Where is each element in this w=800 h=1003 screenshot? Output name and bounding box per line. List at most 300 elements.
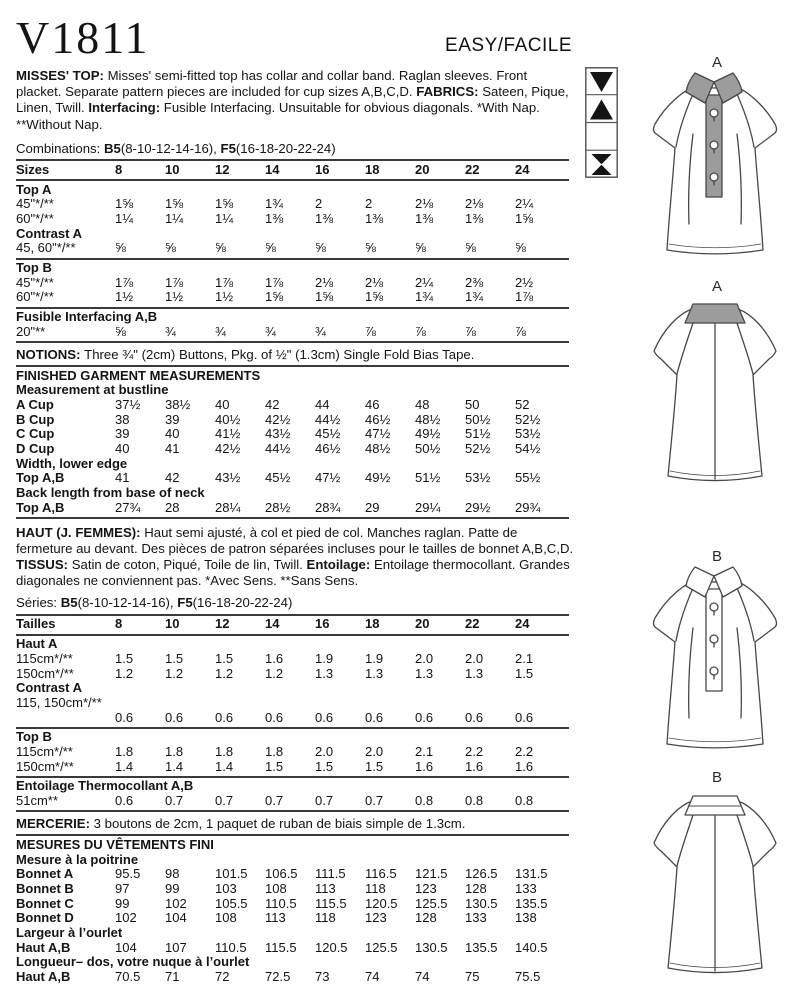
row-label: 51cm**: [16, 793, 58, 809]
cell-value: 2⅜: [465, 274, 484, 290]
cell-value: 130.5: [415, 939, 448, 955]
cell-value: 98: [165, 866, 180, 882]
cell-value: 24: [515, 616, 530, 632]
cell-value: 1.4: [215, 758, 234, 774]
table-row: [16, 760, 569, 775]
series-f5-sizes: (16-18-20-22-24): [192, 595, 293, 611]
table-row: [16, 926, 569, 941]
row-label: Longueur– dos, votre nuque à l’ourlet: [16, 954, 250, 970]
difficulty-label: EASY/FACILE: [445, 35, 572, 56]
cell-value: 128: [465, 880, 487, 896]
cell-value: 2: [365, 196, 373, 212]
cell-value: 48½: [415, 411, 441, 427]
cell-value: 2.0: [365, 744, 384, 760]
cell-value: 123: [415, 880, 437, 896]
table-row: [16, 853, 569, 868]
yardage-table-imperial: [16, 159, 569, 519]
row-label: Contrast A: [16, 680, 82, 696]
cell-value: ⅝: [365, 240, 376, 256]
cell-value: 1½: [215, 289, 234, 305]
cell-value: 1.3: [415, 665, 434, 681]
table-row: [16, 637, 569, 652]
cell-value: 102: [115, 910, 137, 926]
row-label: Measurement at bustline: [16, 382, 169, 398]
table-row: [16, 955, 569, 970]
row-label: Mesure à la poitrine: [16, 851, 139, 867]
desc-en-label-fabrics: FABRICS:: [416, 84, 483, 100]
cell-value: 1⅝: [215, 196, 234, 212]
table-row: [16, 970, 569, 985]
row-label: 45, 60"*/**: [16, 240, 76, 256]
desc-fr-text-2: Satin de coton, Piqué, Toile de lin, Twill.: [71, 556, 307, 572]
table-row: [16, 696, 569, 711]
cell-value: 40: [165, 426, 180, 442]
cell-value: 71: [165, 969, 180, 985]
cell-value: 0.7: [265, 793, 284, 809]
cell-value: 2.0: [315, 744, 334, 760]
cell-value: 52½: [465, 441, 491, 457]
cell-value: 42½: [215, 441, 241, 457]
table-row: [16, 501, 569, 516]
table-row: [16, 681, 569, 696]
cell-value: 133: [515, 880, 537, 896]
row-label: D Cup: [16, 441, 55, 457]
cell-value: 110.5: [265, 895, 297, 911]
cell-value: 20: [415, 161, 430, 177]
table-rule: [16, 727, 569, 729]
cell-value: 1.2: [165, 665, 184, 681]
table-row: [16, 183, 569, 198]
cell-value: 1.6: [515, 758, 534, 774]
cell-value: 2: [315, 196, 323, 212]
cell-value: 75.5: [515, 969, 541, 985]
cell-value: 51½: [465, 426, 491, 442]
cell-value: 53½: [465, 470, 491, 486]
cell-value: 47½: [365, 426, 391, 442]
cell-value: 18: [365, 161, 380, 177]
cell-value: 72: [215, 969, 230, 985]
cell-value: 1⅝: [115, 196, 134, 212]
cell-value: 1⅜: [465, 210, 484, 226]
cell-value: 1¾: [265, 196, 284, 212]
row-label: Sizes: [16, 161, 50, 177]
table-rule: [16, 517, 569, 519]
cell-value: 2.0: [415, 650, 434, 666]
cell-value: ⅝: [465, 240, 476, 256]
cell-value: 108: [215, 910, 237, 926]
cell-value: 44½: [265, 441, 291, 457]
row-label: 60"*/**: [16, 210, 54, 226]
desc-en-text-3: Fusible Interfacing. Unsuitable for obvious diagonals. *With Nap. **Without Nap.: [16, 100, 540, 132]
cell-value: 1⅝: [365, 289, 384, 305]
cell-value: 133: [465, 910, 487, 926]
cell-value: 1⅝: [315, 289, 334, 305]
cell-value: 111.5: [315, 866, 346, 882]
cell-value: 104: [115, 939, 137, 955]
table-row: [16, 486, 569, 501]
cell-value: 1⅝: [515, 210, 534, 226]
cell-value: 12: [215, 616, 230, 632]
view-label-back-b: B: [712, 769, 723, 786]
desc-fr-text-1: Haut semi ajusté, à col et pied de col. Manches raglan. Patte de fermeture au devant. Des pièces de patron séparées incluses pour le tailles de bonnet A,B,C,D.: [16, 524, 574, 556]
row-label: B Cup: [16, 411, 55, 427]
button-icon: [710, 603, 718, 611]
cell-value: 1⅝: [265, 289, 284, 305]
description-english: [16, 68, 576, 133]
table-row: [16, 290, 569, 305]
table-rule: [16, 810, 569, 812]
cell-value: 40½: [215, 411, 241, 427]
table-row: [16, 442, 569, 457]
cell-value: 1¾: [415, 289, 434, 305]
cell-value: 135.5: [515, 895, 548, 911]
row-label: Haut A,B: [16, 969, 71, 985]
cell-value: 128: [415, 910, 437, 926]
table-row: [16, 838, 569, 853]
cell-value: 28½: [265, 499, 291, 515]
cell-value: 116.5: [365, 866, 397, 882]
collar-band-a: [685, 304, 745, 323]
cell-value: 1.8: [215, 744, 234, 760]
table-row: [16, 617, 569, 632]
desc-fr-label-tissus: TISSUS:: [16, 556, 72, 572]
cell-value: 1.3: [365, 665, 384, 681]
desc-fr-text-3: Entoilage thermocollant. Grandes diagonales ne conviennent pas. *Avec Sens. **Sans Sens.: [16, 556, 570, 589]
cell-value: 1.2: [265, 665, 284, 681]
row-label: Bonnet C: [16, 895, 74, 911]
cell-value: 105.5: [215, 895, 248, 911]
table-rule: [16, 365, 569, 367]
cell-value: 40: [215, 396, 230, 412]
pattern-number: V1811: [16, 12, 150, 64]
cell-value: 46½: [315, 441, 341, 457]
view-label-back-a: A: [712, 278, 723, 295]
row-label: 115cm*/**: [16, 650, 73, 666]
button-icon: [710, 635, 718, 643]
row-label: 150cm*/**: [16, 758, 74, 774]
cell-value: 1⅞: [515, 289, 534, 305]
cell-value: ⅝: [515, 240, 526, 256]
cell-value: 28¾: [315, 499, 341, 515]
table-row: [16, 261, 569, 276]
cell-value: 0.6: [415, 709, 434, 725]
cell-value: ⅝: [315, 240, 326, 256]
yardage-table-metric: [16, 614, 569, 985]
cell-value: 38½: [165, 396, 191, 412]
cell-value: 131.5: [515, 866, 548, 882]
cell-value: 44½: [315, 411, 341, 427]
table-row: [16, 730, 569, 745]
combination-f5: F5: [220, 140, 236, 156]
desc-en-text-2: Sateen, Pique, Linen, Twill.: [16, 84, 569, 116]
cell-value: 45½: [315, 426, 341, 442]
cell-value: 1⅞: [165, 274, 184, 290]
cell-value: 2.0: [465, 650, 484, 666]
cell-value: 29: [365, 499, 380, 515]
cell-value: 74: [415, 969, 430, 985]
cell-value: 140.5: [515, 939, 548, 955]
cell-value: 8: [115, 616, 123, 632]
cell-value: 135.5: [465, 939, 498, 955]
cell-value: 43½: [265, 426, 291, 442]
cell-value: 1.5: [515, 665, 534, 681]
cell-value: 18: [365, 616, 380, 632]
cell-value: ⅝: [215, 240, 226, 256]
cell-value: 118: [315, 910, 336, 926]
combination-b5-sizes: (8-10-12-14-16),: [120, 140, 221, 156]
row-label: Haut A,B: [16, 939, 71, 955]
table-row: [16, 745, 569, 760]
cell-value: 49½: [415, 426, 441, 442]
cell-value: 10: [165, 616, 180, 632]
row-label: 20"**: [16, 323, 46, 339]
button-icon: [710, 109, 718, 117]
table-row: [16, 241, 569, 256]
cell-value: 2¼: [415, 274, 434, 290]
cell-value: 1⅝: [165, 196, 184, 212]
table-row: [16, 471, 569, 486]
cell-value: 107: [165, 939, 187, 955]
cell-value: 1.3: [465, 665, 484, 681]
row-label: 115cm*/**: [16, 744, 73, 760]
cell-value: 52: [515, 396, 530, 412]
table-row: [16, 369, 569, 384]
table-row: [16, 197, 569, 212]
cell-value: 0.6: [365, 709, 384, 725]
cell-value: 29¼: [415, 499, 441, 515]
cell-value: 0.7: [365, 793, 384, 809]
cell-value: 42: [265, 396, 280, 412]
table-rule: [16, 614, 569, 616]
row-label: Top A,B: [16, 470, 65, 486]
table-rule: [16, 258, 569, 260]
cell-value: 1¼: [215, 210, 234, 226]
series-b5-sizes: (8-10-12-14-16),: [77, 595, 178, 611]
cell-value: 2.1: [415, 744, 434, 760]
cell-value: 39: [115, 426, 130, 442]
table-row: [16, 941, 569, 956]
series-prefix: Séries:: [16, 595, 61, 611]
cell-value: ⅞: [515, 323, 526, 339]
cell-value: 110.5: [215, 939, 247, 955]
row-label: Contrast A: [16, 225, 82, 241]
cell-value: 28¼: [215, 499, 241, 515]
cell-value: 42½: [265, 411, 291, 427]
table-row: [16, 310, 569, 325]
cell-value: 106.5: [265, 866, 298, 882]
desc-en-label-interfacing: Interfacing:: [88, 100, 164, 116]
cell-value: 125.5: [365, 939, 398, 955]
cell-value: 0.8: [465, 793, 484, 809]
cell-value: 130.5: [465, 895, 498, 911]
cell-value: 115.5: [265, 939, 297, 955]
series-f5: F5: [177, 595, 193, 611]
cell-value: 1.5: [265, 758, 284, 774]
cell-value: 50: [465, 396, 480, 412]
cell-value: 29½: [465, 499, 491, 515]
cell-value: 0.7: [215, 793, 234, 809]
row-label: [16, 711, 115, 726]
row-label: Back length from base of neck: [16, 485, 205, 501]
cell-value: 43½: [215, 470, 241, 486]
series-b5: B5: [60, 595, 78, 611]
cell-value: 121.5: [415, 866, 448, 882]
cell-value: 0.6: [165, 709, 184, 725]
cell-value: 27¾: [115, 499, 141, 515]
cell-value: 120.5: [315, 939, 348, 955]
cell-value: ¾: [215, 323, 226, 339]
cell-value: 1⅞: [115, 274, 134, 290]
row-label: Bonnet D: [16, 910, 74, 926]
cell-value: 1.9: [315, 650, 334, 666]
cell-value: 1½: [165, 289, 184, 305]
row-label: Fusible Interfacing A,B: [16, 309, 158, 325]
cell-value: 46½: [365, 411, 391, 427]
cell-value: 73: [315, 969, 330, 985]
cell-value: 48½: [365, 441, 391, 457]
nap-symbols-icon: [585, 67, 618, 178]
cell-value: 41: [115, 470, 130, 486]
cell-value: 50½: [415, 441, 441, 457]
cell-value: 1¼: [165, 210, 184, 226]
row-label: Bonnet B: [16, 880, 74, 896]
combination-b5: B5: [103, 140, 121, 156]
cell-value: 1.5: [115, 650, 134, 666]
combination-f5-sizes: (16-18-20-22-24): [235, 140, 336, 156]
cell-value: 1.6: [465, 758, 484, 774]
cell-value: 22: [465, 161, 480, 177]
desc-en-text-1: Misses' semi-fitted top has collar and collar band. Raglan sleeves. Front placket. Separate pattern pieces are included for cup sizes A,B,C,D.: [16, 68, 528, 100]
cell-value: 44: [315, 396, 330, 412]
garment-back-a: [646, 296, 784, 496]
cell-value: 47½: [315, 470, 341, 486]
cell-value: 1.2: [215, 665, 234, 681]
cell-value: 0.7: [315, 793, 334, 809]
cell-value: 42: [165, 470, 180, 486]
cell-value: 48: [415, 396, 430, 412]
cell-value: 2.1: [515, 650, 534, 666]
cell-value: ⅞: [465, 323, 476, 339]
series-line: [16, 595, 572, 610]
cell-value: 8: [115, 161, 123, 177]
table-row: [16, 794, 569, 809]
row-label: Top B: [16, 729, 52, 745]
cell-value: 39: [165, 411, 180, 427]
cell-value: 118: [365, 880, 386, 896]
cell-value: 52½: [515, 411, 541, 427]
combinations-prefix: Combinations:: [16, 140, 104, 156]
table-rule: [16, 341, 569, 343]
cell-value: 123: [365, 910, 387, 926]
desc-fr-label-haut: HAUT (J. FEMMES):: [16, 524, 145, 540]
cell-value: 51½: [415, 470, 441, 486]
cell-value: 38: [115, 411, 130, 427]
cell-value: 126.5: [465, 866, 498, 882]
table-row: [16, 911, 569, 926]
cell-value: ⅝: [415, 240, 426, 256]
cell-value: 41: [165, 441, 180, 457]
desc-en-label-top: MISSES' TOP:: [16, 68, 108, 83]
cell-value: 1⅜: [365, 210, 384, 226]
table-row: [16, 711, 569, 726]
cell-value: 53½: [515, 426, 541, 442]
cell-value: 115.5: [315, 895, 347, 911]
row-label: MESURES DU VÊTEMENTS FINI: [16, 836, 214, 852]
row-label: Top B: [16, 260, 52, 276]
desc-fr-label-entoilage: Entoilage:: [306, 556, 374, 572]
cell-value: 50½: [465, 411, 491, 427]
cell-value: 14: [265, 616, 280, 632]
table-note: MERCERIE: 3 boutons de 2cm, 1 paquet de ruban de biais simple de 1.3cm.: [16, 815, 466, 831]
cell-value: 20: [415, 616, 430, 632]
cell-value: 2⅛: [365, 274, 384, 290]
cell-value: 75: [465, 969, 480, 985]
cell-value: 99: [115, 895, 130, 911]
cell-value: ¾: [165, 323, 176, 339]
view-label-front-b: B: [712, 548, 723, 565]
row-label: Top A: [16, 181, 52, 197]
cell-value: 1½: [115, 289, 134, 305]
table-row: [16, 227, 569, 242]
cell-value: 74: [365, 969, 380, 985]
garment-back-b: [646, 788, 784, 988]
cell-value: 1.8: [115, 744, 134, 760]
cell-value: 1.5: [165, 650, 184, 666]
cell-value: 55½: [515, 470, 541, 486]
cell-value: 0.6: [515, 709, 534, 725]
table-row: [16, 779, 569, 794]
table-row: [16, 398, 569, 413]
table-row: [16, 325, 569, 340]
cell-value: 0.7: [165, 793, 184, 809]
cell-value: 1¾: [465, 289, 484, 305]
description-french: [16, 525, 576, 590]
cell-value: 0.8: [415, 793, 434, 809]
cell-value: 99: [165, 880, 180, 896]
cell-value: 28: [165, 499, 180, 515]
cell-value: 1.9: [365, 650, 384, 666]
cell-value: 2⅛: [315, 274, 334, 290]
combinations-line: [16, 141, 572, 156]
cell-value: 97: [115, 880, 130, 896]
row-label: Top A,B: [16, 499, 65, 515]
cell-value: 138: [515, 910, 537, 926]
cell-value: 0.6: [115, 793, 134, 809]
button-icon: [710, 173, 718, 181]
cell-value: 16: [315, 161, 330, 177]
table-row: [16, 276, 569, 291]
row-label: 150cm*/**: [16, 665, 74, 681]
cell-value: ¾: [315, 323, 326, 339]
cell-value: 72.5: [265, 969, 291, 985]
cell-value: 1⅜: [265, 210, 284, 226]
cell-value: 0.6: [215, 709, 234, 725]
cell-value: ¾: [265, 323, 276, 339]
cell-value: 14: [265, 161, 280, 177]
cell-value: 1⅜: [315, 210, 334, 226]
cell-value: 2.2: [465, 744, 484, 760]
cell-value: 0.6: [465, 709, 484, 725]
row-label: 60"*/**: [16, 289, 54, 305]
cell-value: 1.8: [265, 744, 284, 760]
cell-value: 0.6: [265, 709, 284, 725]
cell-value: 103: [215, 880, 237, 896]
row-label: Bonnet A: [16, 866, 74, 882]
cell-value: 1.6: [415, 758, 434, 774]
table-row: [16, 427, 569, 442]
cell-value: ⅝: [265, 240, 276, 256]
cell-value: 0.6: [315, 709, 334, 725]
